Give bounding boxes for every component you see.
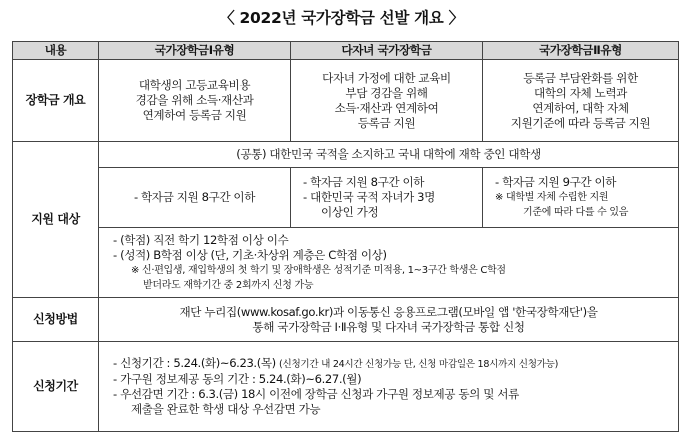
overview-label: 장학금 개요 [13,60,99,142]
method-line: 재단 누리집(www.kosaf.go.kr)과 이동통신 응용프로그램(모바일 앱 '한국장학재단')을 [179,304,598,319]
academic-credit-line: - (학점) 직전 학기 12학점 이상 이수 [113,232,289,247]
eligibility-multi-line: 이상인 가정 [321,205,379,219]
period-note: (신청기간 내 24시간 신청가능 단, 신청 마감일은 18시까지 신청가능) [279,359,559,370]
overview-type2-line: 등록금 부담완화를 위한 [523,70,638,85]
eligibility-type2 [483,168,679,228]
eligibility-academic [99,228,679,298]
overview-multi-line: 소득·재산과 연계하여 [334,100,439,115]
header-content: 내용 [13,42,99,60]
academic-note-line: 받더라도 재학기간 중 2회까지 신청 가능 [143,279,314,291]
period-label: 신청기간 [13,342,99,432]
overview-type2-line: 연계하여, 대학 자체 [532,100,629,115]
overview-type2-line: 대학의 자체 노력과 [534,85,627,100]
eligibility-multi-line: - 학자금 지원 8구간 이하 [303,175,425,189]
eligibility-type1: - 학자금 지원 8구간 이하 [99,168,291,228]
eligibility-type2-line: - 학자금 지원 9구간 이하 [495,175,617,189]
overview-multi-line: 등록금 지원 [357,115,416,130]
eligibility-type2-note: ※ 대학별 자체 수립한 지원 [495,192,609,203]
academic-grade-line: - (성적) B학점 이상 (단, 기초·차상위 계층은 C학점 이상) [113,247,387,262]
header-type1: 국가장학금Ⅰ유형 [99,42,291,60]
overview-type1-line: 대학생의 고등교육비용 [138,78,251,92]
eligibility-multi-child [291,168,483,228]
header-multi-child: 다자녀 국가장학금 [291,42,483,60]
overview-multi-child [291,60,483,142]
eligibility-label: 지원 대상 [13,142,99,298]
overview-type1-line: 연계하여 등록금 지원 [142,108,247,122]
eligibility-academic-row [13,228,679,298]
period-line-4: 제출을 완료한 학생 대상 우선감면 가능 [131,402,321,416]
method-content [99,298,679,342]
overview-type1 [99,60,291,142]
overview-type2-line: 지원기준에 따라 등록금 지원 [510,115,651,130]
overview-row [13,60,679,142]
academic-note-line: ※ 신·편입생, 재입학생의 첫 학기 및 장애학생은 성적기준 미적용, 1~3구간 학생은 C학점 [131,264,506,276]
eligibility-type2-note: 기준에 따라 다를 수 있음 [523,207,629,218]
method-line: 통해 국가장학금 Ⅰ·Ⅱ유형 및 다자녀 국가장학금 통합 신청 [252,319,525,334]
period-line-1 [113,356,674,372]
method-row [13,298,679,342]
overview-type2 [483,60,679,142]
document-title: 〈 2022년 국가장학금 선발 개요 〉 [219,9,464,27]
period-line-3: - 우선감면 기간 : 6.3.(금) 18시 이전에 장학금 신청과 가구원 정보제공 동의 및 서류 [113,387,519,401]
overview-multi-line: 다자녀 가정에 대한 교육비 [322,70,451,85]
period-row [13,342,679,432]
overview-type1-line: 경감을 위해 소득·재산과 [135,93,254,107]
period-line-2: - 가구원 정보제공 동의 기간 : 5.24.(화)~6.27.(월) [113,372,362,386]
period-main: - 신청기간 : 5.24.(화)~6.23.(목) [113,356,276,370]
header-type2: 국가장학금Ⅱ유형 [483,42,679,60]
method-label: 신청방법 [13,298,99,342]
eligibility-income-row [13,168,679,228]
overview-multi-line: 부담 경감을 위해 [345,85,428,100]
period-content [99,342,679,432]
eligibility-common-row [13,142,679,168]
header-row [13,42,679,60]
eligibility-common: (공통) 대한민국 국적을 소지하고 국내 대학에 재학 중인 대학생 [99,142,679,168]
scholarship-overview-table [12,41,679,432]
eligibility-multi-line: - 대한민국 국적 자녀가 3명 [303,190,435,204]
